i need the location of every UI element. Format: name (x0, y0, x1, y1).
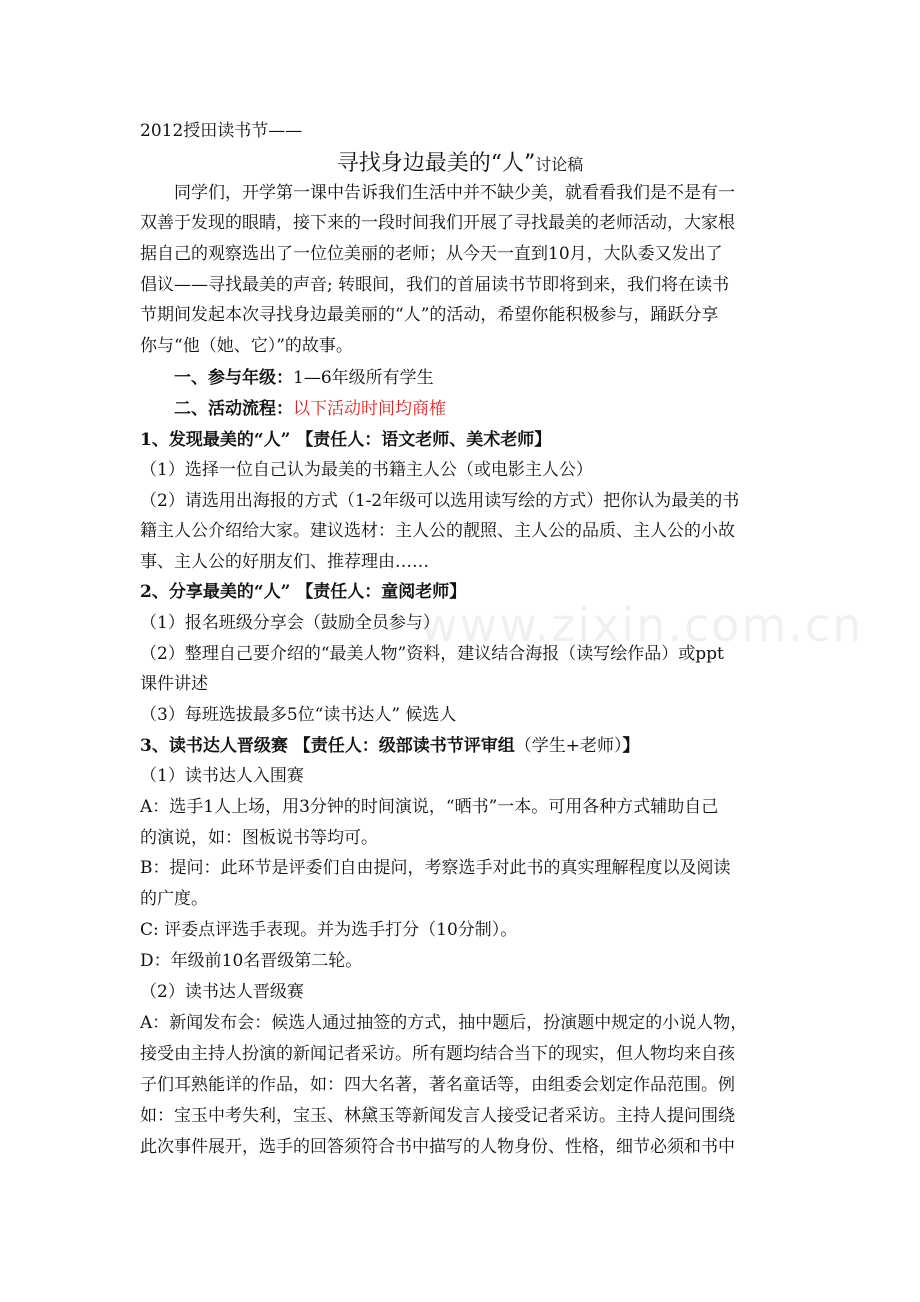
part1-item: （2）请选用出海报的方式（1-2年级可以选用读写绘的方式）把你认为最美的书 (140, 491, 740, 511)
part3-item: 子们耳熟能详的作品，如：四大名著，著名童话等，由组委会划定作品范围。例 (140, 1075, 735, 1095)
intro-line: 同学们，开学第一课中告诉我们生活中并不缺少美，就看看我们是不是有一 (174, 183, 735, 203)
part3-heading-main: 3、读书达人晋级赛 【责任人：级部读书节评审组 (140, 736, 515, 756)
part2-heading: 2、分享最美的“人” 【责任人：童阅老师】 (140, 582, 467, 602)
part3-item: B：提问：此环节是评委们自由提问，考察选手对此书的真实理解程度以及阅读 (140, 858, 731, 878)
part1-item: 籍主人公介绍给大家。建议选材：主人公的靓照、主人公的品质、主人公的小故 (140, 521, 735, 541)
doc-header: 2012授田读书节—— (140, 121, 303, 141)
intro-line: 双善于发现的眼睛，接下来的一段时间我们开展了寻找最美的老师活动，大家根 (140, 213, 735, 233)
part1-item: 事、主人公的好朋友们、推荐理由…… (140, 552, 429, 572)
part3-item: D：年级前10名晋级第二轮。 (140, 951, 363, 971)
part3-item: A：选手1人上场，用3分钟的时间演说，“晒书”一本。可用各种方式辅助自己 (140, 797, 719, 817)
part2-item: 课件讲述 (140, 674, 208, 694)
part3-item: 的演说，如：图板说书等均可。 (140, 828, 378, 848)
part3-item: 如：宝玉中考失利，宝玉、林黛玉等新闻发言人接受记者采访。主持人提问围绕 (140, 1106, 735, 1126)
part3-item: 的广度。 (140, 889, 208, 909)
part2-item: （3）每班选拔最多5位“读书达人” 候选人 (140, 705, 457, 725)
section-process-note: 以下活动时间均商榷 (293, 399, 446, 419)
watermark: www.zixin.com.cn (420, 598, 864, 652)
title-suffix: 讨论稿 (535, 155, 584, 174)
part2-item: （1）报名班级分享会（鼓励全员参与） (140, 613, 440, 633)
part3-item: A：新闻发布会：候选人通过抽签的方式，抽中题后，扮演题中规定的小说人物， (140, 1013, 748, 1033)
intro-line: 节期间发起本次寻找身边最美丽的“人”的活动，希望你能积极参与，踊跃分享 (140, 305, 719, 325)
section-process (174, 399, 446, 419)
part3-item: （1）读书达人入围赛 (140, 766, 304, 786)
doc-title (0, 146, 920, 177)
part1-item: （1）选择一位自己认为最美的书籍主人公（或电影主人公） (140, 460, 593, 480)
part3-heading-end: 】 (622, 736, 640, 756)
part3-item: 接受由主持人扮演的新闻记者采访。所有题均结合当下的现实，但人物均来自孩 (140, 1044, 735, 1064)
part3-item: （2）读书达人晋级赛 (140, 982, 304, 1002)
part3-heading-group: （学生+老师） (514, 736, 623, 756)
intro-line: 倡议——寻找最美的声音; 转眼间，我们的首届读书节即将到来，我们将在读书 (140, 275, 730, 295)
part3-heading (140, 736, 640, 756)
section-grades (174, 368, 434, 388)
part1-heading: 1、发现最美的“人” 【责任人：语文老师、美术老师】 (140, 430, 552, 450)
section-grades-label: 一、参与年级： (174, 368, 293, 388)
section-grades-value: 1—6年级所有学生 (293, 368, 434, 388)
intro-line: 据自己的观察选出了一位位美丽的老师；从今天一直到10月，大队委又发出了 (140, 244, 723, 264)
section-process-label: 二、活动流程： (174, 399, 293, 419)
title-main: 寻找身边最美的“人” (336, 151, 536, 176)
part3-item: C: 评委点评选手表现。并为选手打分（10分制）。 (140, 920, 518, 940)
part3-item: 此次事件展开，选手的回答须符合书中描写的人物身份、性格，细节必须和书中 (140, 1137, 735, 1157)
intro-line: 你与“他（她、它）”的故事。 (140, 336, 353, 356)
part2-item: （2）整理自己要介绍的“最美人物”资料，建议结合海报（读写绘作品）或ppt (140, 644, 724, 664)
